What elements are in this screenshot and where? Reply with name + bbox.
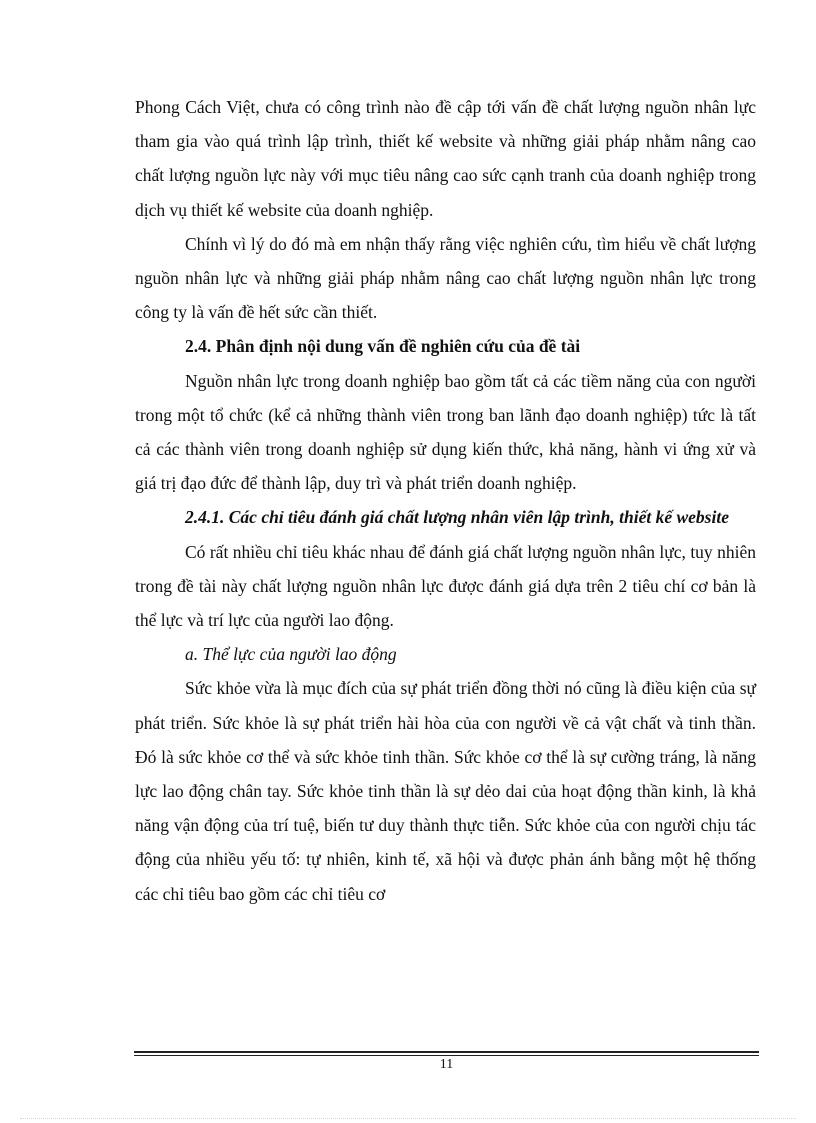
page-edge-divider: [20, 1118, 796, 1119]
paragraph: Nguồn nhân lực trong doanh nghiệp bao gồm tất cả các tiềm năng của con người trong một tổ chức (kể cả những thành viên trong ban lãnh đạo doanh nghiệp) tức là tất cả các thành viên trong doanh nghiệp sử dụng kiến thức, khả năng, hành vi ứng xử và giá trị đạo đức để thành lập, duy trì và phát triển doanh nghiệp.: [135, 370, 756, 494]
body-text: [135, 90, 756, 911]
paragraph: Có rất nhiều chỉ tiêu khác nhau để đánh giá chất lượng nguồn nhân lực, tuy nhiên trong đề tài này chất lượng nguồn nhân lực được đánh giá dựa trên 2 tiêu chí cơ bản là thể lực và trí lực của người lao động.: [135, 541, 756, 631]
paragraph-continued: Phong Cách Việt, chưa có công trình nào đề cập tới vấn đề chất lượng nguồn nhân lực tham gia vào quá trình lập trình, thiết kế website và những giải pháp nhằm nâng cao chất lượng nguồn lực này với mục tiêu nâng cao sức cạnh tranh của doanh nghiệp trong dịch vụ thiết kế website của doanh nghiệp.: [135, 97, 756, 220]
page-number: 11: [439, 1057, 454, 1072]
paragraph: Chính vì lý do đó mà em nhận thấy rằng việc nghiên cứu, tìm hiểu về chất lượng nguồn nhân lực và những giải pháp nhằm nâng cao chất lượng nguồn nhân lực trong công ty là vấn đề hết sức cần thiết.: [135, 233, 756, 323]
footer-rule: [134, 1051, 759, 1053]
subsubsection-heading: a. Thể lực của người lao động: [185, 644, 397, 665]
section-heading: 2.4. Phân định nội dung vấn đề nghiên cứu của đề tài: [185, 336, 581, 357]
paragraph: Sức khỏe vừa là mục đích của sự phát triển đồng thời nó cũng là điều kiện của sự phát triển. Sức khỏe là sự phát triển hài hòa của con người về cả vật chất và tinh thần. Đó là sức khỏe cơ thể và sức khỏe tinh thần. Sức khỏe cơ thể là sự cường tráng, là năng lực lao động chân tay. Sức khỏe tinh thần là sự dẻo dai của hoạt động thần kinh, là khả năng vận động của trí tuệ, biến tư duy thành thực tiễn. Sức khỏe của con người chịu tác động của nhiều yếu tố: tự nhiên, kinh tế, xã hội và được phản ánh bằng một hệ thống các chỉ tiêu bao gồm các chỉ tiêu cơ: [135, 678, 756, 904]
subsection-heading: 2.4.1. Các chỉ tiêu đánh giá chất lượng nhân viên lập trình, thiết kế website: [185, 507, 729, 528]
